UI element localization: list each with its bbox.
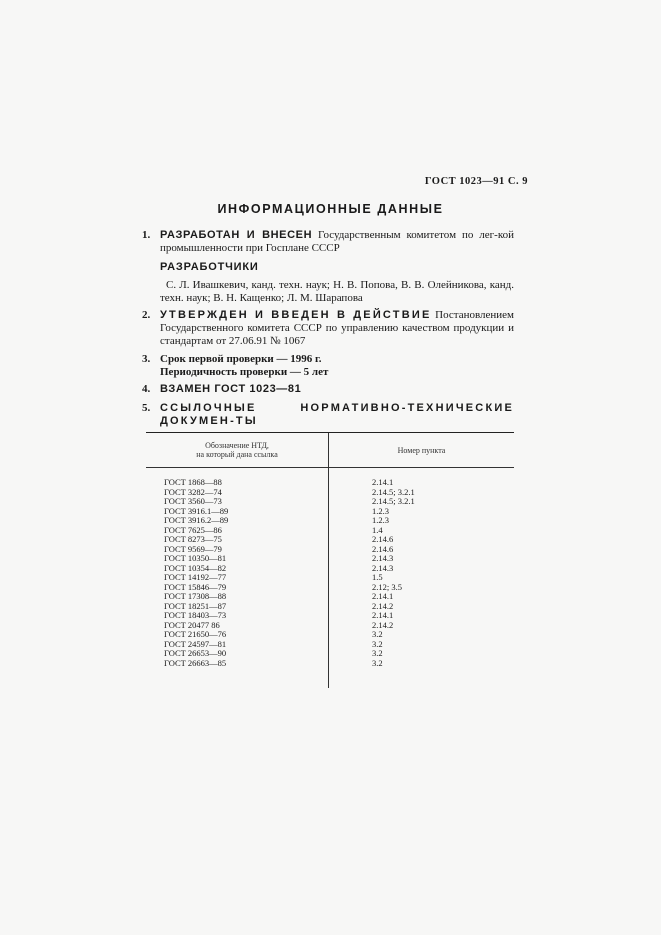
table-cell-designation: ГОСТ 18403—73 [164,610,227,620]
section-3 [142,353,514,379]
table-cell-clause: 2.14.3 [372,553,394,563]
table-column-clause [329,468,514,688]
table-cell-designation: ГОСТ 9569—79 [164,543,222,554]
table-cell-clause: 2.14.2 [372,600,394,611]
section-4 [142,383,514,396]
table-cell-clause: 2.12; 3.5 [372,581,402,592]
table-header-designation [146,433,329,467]
page-title: ИНФОРМАЦИОННЫЕ ДАННЫЕ [217,202,444,216]
section-number: 4. [142,383,151,395]
section-2 [142,309,514,348]
table-body [146,468,514,688]
section-4-heading: ВЗАМЕН ГОСТ 1023—81 [160,383,302,395]
table-cell-clause: 2.14.5; 3.2.1 [372,496,415,506]
table-cell-clause: 2.14.6 [372,543,394,554]
table-cell-designation: ГОСТ 10350—81 [164,553,227,563]
table-cell-clause: 1.4 [372,524,383,535]
table-cell-clause: 2.14.1 [372,610,394,620]
table-cell-designation: ГОСТ 15846—79 [164,581,227,592]
section-5 [142,402,514,428]
section-1-heading: РАЗРАБОТАН И ВНЕСЕН [160,229,313,241]
reference-table [146,432,514,688]
table-cell-clause: 3.2 [372,629,383,639]
section-1-text: Государственным комитетом по лег-кой промышленности при Госплане СССР [160,229,514,254]
table-cell-designation: ГОСТ 8273—75 [164,534,222,544]
table-header-clause: Номер пункта [397,445,446,455]
header-line: на который дана ссылка [196,450,278,459]
table-column-designation [146,468,329,688]
table-cell-clause: 2.14.3 [372,562,394,573]
section-number: 1. [142,229,151,241]
table-cell-clause: 2.14.5; 3.2.1 [372,486,415,497]
table-cell-designation: ГОСТ 3916.2—89 [164,515,229,525]
table-cell-designation: ГОСТ 20477 86 [164,619,220,630]
table-cell-designation: ГОСТ 7625—86 [164,524,222,535]
table-cell-designation: ГОСТ 17308—88 [164,591,227,601]
table-cell-designation: ГОСТ 26653—90 [164,648,227,658]
table-cell-designation: ГОСТ 26663—85 [164,657,227,668]
developers-text: С. Л. Ивашкевич, канд. техн. наук; Н. В. Попова, В. В. Олейникова, канд. техн. наук; В. Н. Кащенко; Л. М. Шарапова [160,279,514,304]
table-cell-clause: 2.14.2 [372,619,394,630]
table-cell-designation: ГОСТ 10354—82 [164,562,227,573]
section-2-text: Постановлением Государственного комитета СССР по управлению качеством продукции и стандартам от 27.06.91 № 1067 [160,309,514,347]
table-cell-clause: 2.14.1 [372,591,394,601]
page-header-ref: ГОСТ 1023—91 С. 9 [424,176,528,187]
section-number: 3. [142,353,151,365]
table-cell-clause: 1.5 [372,572,383,582]
table-cell-clause: 1.2.3 [372,515,389,525]
header-line: Обозначение НТД, [205,441,269,450]
table-cell-clause: 3.2 [372,638,383,649]
section-number: 2. [142,309,151,321]
table-cell-clause: 2.14.1 [372,477,394,487]
table-cell-designation: ГОСТ 24597—81 [164,638,227,649]
table-header [146,433,514,468]
table-cell-designation: ГОСТ 1868—88 [164,477,222,487]
table-cell-designation: ГОСТ 14192—77 [164,572,227,582]
table-cell-clause: 1.2.3 [372,505,389,516]
section-5-heading: ССЫЛОЧНЫЕ НОРМАТИВНО-ТЕХНИЧЕСКИЕ ДОКУМЕН-ТЫ [160,402,514,427]
table-cell-designation: ГОСТ 3560—73 [164,496,222,506]
table-cell-clause: 3.2 [372,657,383,668]
developers-heading: РАЗРАБОТЧИКИ [160,261,259,273]
table-cell-designation: ГОСТ 21650—76 [164,629,227,639]
section-number: 5. [142,402,151,414]
section-3-line-1: Срок первой проверки — 1996 г. [160,353,322,365]
section-1 [142,229,514,255]
table-cell-designation: ГОСТ 18251—87 [164,600,227,611]
table-cell-clause: 3.2 [372,648,383,658]
table-cell-designation: ГОСТ 3282—74 [164,486,222,497]
section-2-heading: УТВЕРЖДЕН И ВВЕДЕН В ДЕЙСТВИЕ [160,309,432,321]
table-cell-clause: 2.14.6 [372,534,394,544]
table-cell-designation: ГОСТ 3916.1—89 [164,505,229,516]
section-3-line-2: Периодичность проверки — 5 лет [160,366,329,378]
